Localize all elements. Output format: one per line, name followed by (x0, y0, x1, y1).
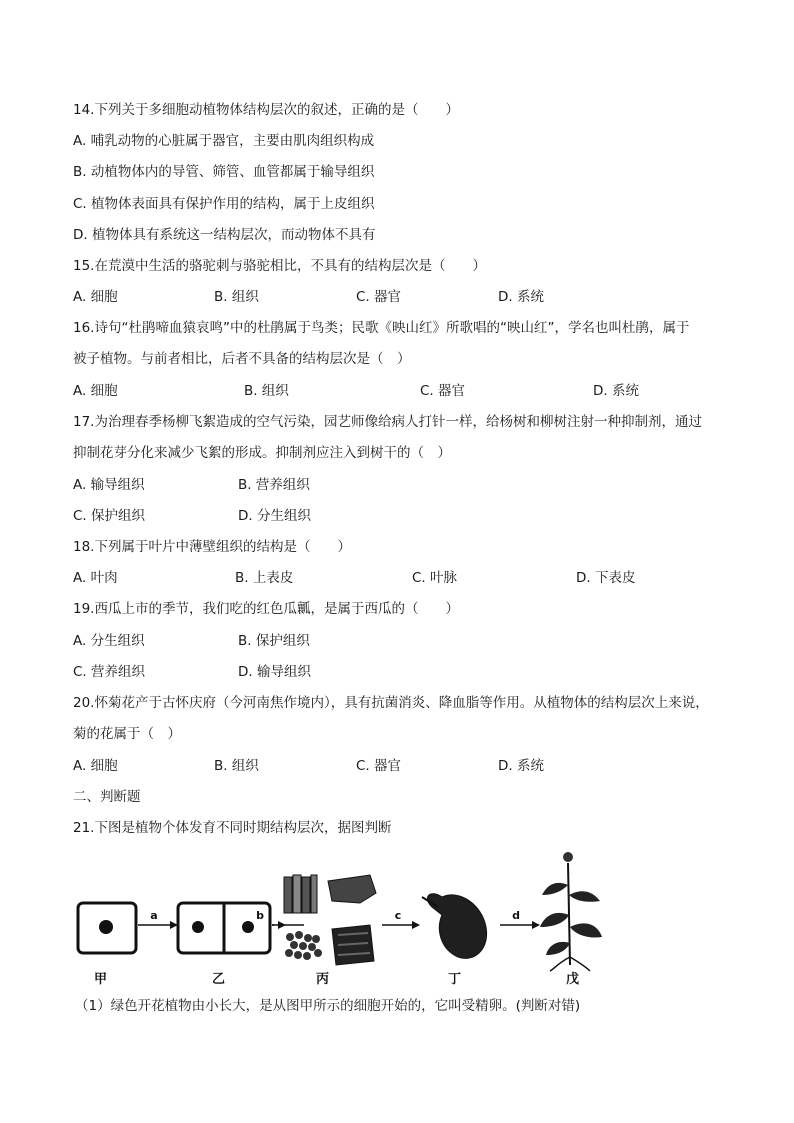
q14-option-b: B. 动植物体内的导管、筛管、血管都属于输导组织 (73, 164, 375, 180)
q14-option-a: A. 哺乳动物的心脏属于器官，主要由肌肉组织构成 (73, 133, 375, 149)
q16-option-c: C. 器官 (420, 383, 466, 399)
q20-stem-line2: 菊的花属于（ ） (73, 726, 181, 742)
q18-option-d: D. 下表皮 (576, 570, 636, 586)
q18-option-c: C. 叶脉 (412, 570, 458, 586)
q16-option-b: B. 组织 (244, 383, 289, 399)
plant-development-figure (70, 845, 630, 990)
q21-stem: 21.下图是植物个体发育不同时期结构层次，据图判断 (73, 820, 392, 836)
q15-option-a: A. 细胞 (73, 289, 118, 305)
label-jia: 甲 (94, 972, 108, 987)
label-ding: 丁 (448, 972, 462, 987)
label-wu: 戊 (566, 972, 580, 987)
q15-option-d: D. 系统 (498, 289, 544, 305)
q14-stem: 14.下列关于多细胞动植物体结构层次的叙述，正确的是（ ） (73, 102, 459, 118)
q19-option-a: A. 分生组织 (73, 633, 145, 649)
q18-option-a: A. 叶肉 (73, 570, 118, 586)
q17-option-c: C. 保护组织 (73, 508, 146, 524)
q18-stem: 18.下列属于叶片中薄壁组织的结构是（ ） (73, 539, 351, 555)
q19-option-c: C. 营养组织 (73, 664, 146, 680)
q20-option-b: B. 组织 (214, 758, 259, 774)
q15-option-b: B. 组织 (214, 289, 259, 305)
label-yi: 乙 (212, 972, 226, 987)
arrow-label-a: a (150, 909, 158, 922)
q17-option-d: D. 分生组织 (238, 508, 311, 524)
q17-option-a: A. 输导组织 (73, 477, 145, 493)
section-title: 二、判断题 (73, 789, 141, 805)
arrow-label-b: b (256, 909, 264, 922)
q16-stem-line1: 16.诗句“杜鹃啼血猿哀鸣”中的杜鹃属于鸟类；民歌《映山红》所歌唱的“映山红”，学名也叫杜鹃，属于 (73, 320, 690, 336)
label-bing: 丙 (316, 972, 330, 987)
q20-option-d: D. 系统 (498, 758, 544, 774)
q19-option-b: B. 保护组织 (238, 633, 310, 649)
q15-option-c: C. 器官 (356, 289, 402, 305)
q16-stem-line2: 被子植物。与前者相比，后者不具备的结构层次是（ ） (73, 351, 411, 367)
plant-wu (540, 852, 602, 971)
leaf-ding (422, 894, 487, 959)
q14-option-c: C. 植物体表面具有保护作用的结构，属于上皮组织 (73, 196, 375, 212)
q15-stem: 15.在荒漠中生活的骆驼刺与骆驼相比，不具有的结构层次是（ ） (73, 258, 486, 274)
q21-sub1: （1）绿色开花植物由小长大，是从图甲所示的细胞开始的，它叫受精卵。(判断对错) (75, 998, 581, 1014)
q20-stem-line1: 20.怀菊花产于古怀庆府（今河南焦作境内），具有抗菌消炎、降血脂等作用。从植物体的结构层次上来说， (73, 695, 709, 711)
q19-stem: 19.西瓜上市的季节，我们吃的红色瓜瓤，是属于西瓜的（ ） (73, 601, 459, 617)
arrow-label-d: d (512, 909, 520, 922)
q20-option-a: A. 细胞 (73, 758, 118, 774)
cell-single-jia (78, 903, 136, 953)
q17-stem-line2: 抑制花芽分化来减少飞絮的形成。抑制剂应注入到树干的（ ） (73, 445, 451, 461)
arrow-label-c: c (394, 909, 402, 922)
arrow-c (382, 909, 420, 929)
tissues-bing (284, 875, 376, 965)
q16-option-a: A. 细胞 (73, 383, 118, 399)
q17-stem-line1: 17.为治理春季杨柳飞絮造成的空气污染，园艺师像给病人打针一样，给杨树和柳树注射一种抑制剂，通过 (73, 414, 702, 430)
q20-option-c: C. 器官 (356, 758, 402, 774)
q17-option-b: B. 营养组织 (238, 477, 310, 493)
arrow-d (500, 909, 540, 929)
q14-option-d: D. 植物体具有系统这一结构层次，而动物体不具有 (73, 227, 376, 243)
q18-option-b: B. 上表皮 (235, 570, 294, 586)
q16-option-d: D. 系统 (593, 383, 639, 399)
q19-option-d: D. 输导组织 (238, 664, 311, 680)
arrow-a (138, 909, 178, 929)
